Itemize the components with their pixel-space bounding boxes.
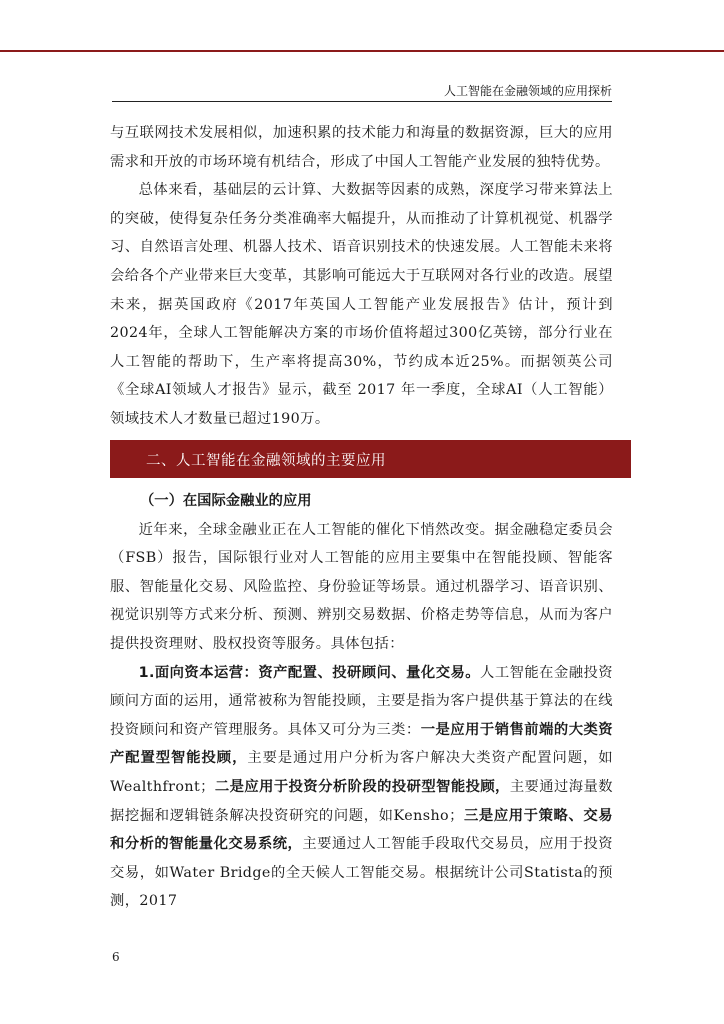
paragraph-1: 与互联网技术发展相似，加速积累的技术能力和海量的数据资源，巨大的应用需求和开放的市场环境有机结合，形成了中国人工智能产业发展的独特优势。 — [110, 125, 613, 170]
running-header-title: 人工智能在金融领域的应用探析 — [443, 84, 612, 98]
paragraph-4-text-3: 主要通过海量数据挖掘和逻辑链条解决投资研究的问题，如Kensho； — [110, 778, 613, 824]
paragraph-4-text-1: 人工智能在金融投资顾问方面的运用，通常被称为智能投顾，主要是指为客户提供基于算法的在线投资顾问和资产管理服务。具体又可分为三类： — [110, 664, 613, 738]
paragraph-4-text-4: 主要通过人工智能手段取代交易员，应用于投资交易，如Water Bridge的全天候人工智能交易。根据统计公司Statista的预测，2017 — [110, 836, 613, 910]
page-number: 6 — [112, 950, 120, 964]
paragraph-4-bold-2: 二是应用于投资分析阶段的投研型智能投顾， — [214, 778, 510, 795]
paragraph-4-lead: 1.面向资本运营：资产配置、投研顾问、量化交易。 — [138, 664, 481, 681]
paragraph-3: 近年来，全球金融业正在人工智能的催化下悄然改变。据金融稳定委员会（FSB）报告，国际银行业对人工智能的应用主要集中在智能投顾、智能客服、智能量化交易、风险监控、身份验证等场景。通过机器学习、语音识别、视觉识别等方式来分析、预测、辨别交易数据、价格走势等信息，从而为客户提供投资理财、股权投资等服务。具体包括： — [110, 521, 613, 652]
body-text-top — [110, 119, 613, 434]
section-heading-bar — [110, 440, 631, 478]
paragraph-4 — [110, 659, 613, 916]
paragraph-4-bold-1: 一是应用于销售前端的大类资产配置型智能投顾， — [110, 721, 613, 767]
paragraph-4-bold-3: 三是应用于策略、交易和分析的智能量化交易系统， — [110, 807, 614, 853]
body-text-section — [110, 487, 613, 916]
header-underline — [112, 101, 612, 102]
section-title: 二、人工智能在金融领域的主要应用 — [146, 453, 386, 469]
paragraph-2: 总体来看，基础层的云计算、大数据等因素的成熟，深度学习带来算法上的突破，使得复杂任务分类准确率大幅提升，从而推动了计算机视觉、机器学习、自然语言处理、机器人技术、语音识别技术的快速发展。人工智能未来将会给各个产业带来巨大变革，其影响可能远大于互联网对各行业的改造。展望未来，据英国政府《2017年英国人工智能产业发展报告》估计，预计到 2024年，全球人工智能解决方案的市场价值将超过300亿英镑，部分行业在人工智能的帮助下，生产率将提高30%，节约成本近25%。而据领英公司《全球AI领域人才报告》显示，截至 2017 年一季度，全球AI（人工智能）领域技术人才数量已超过190万。 — [110, 182, 613, 427]
subsection-heading: （一）在国际金融业的应用 — [140, 493, 312, 509]
paragraph-4-text-2: 主要是通过用户分析为客户解决大类资产配置问题，如Wealthfront； — [110, 750, 613, 795]
top-decorative-rule — [0, 50, 724, 52]
